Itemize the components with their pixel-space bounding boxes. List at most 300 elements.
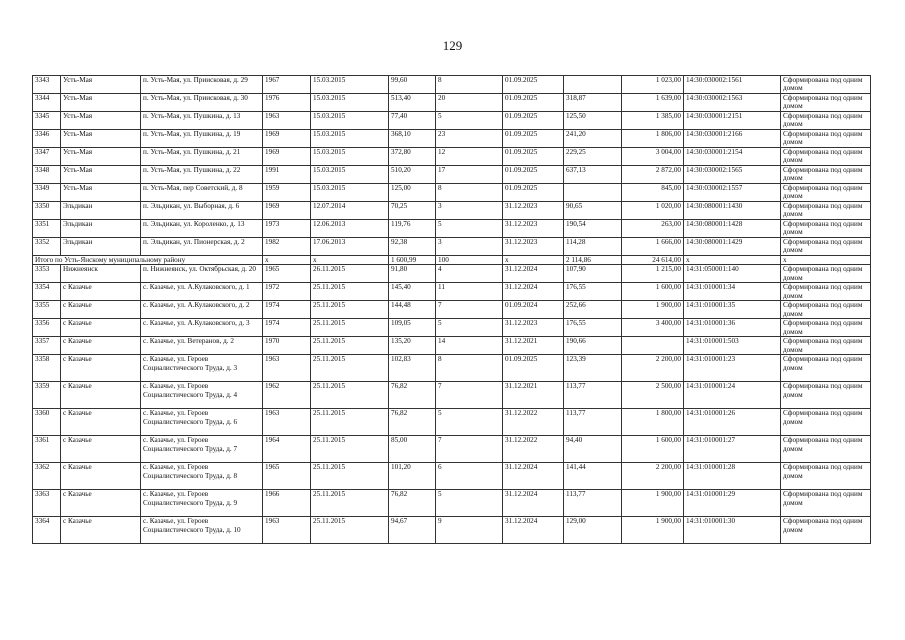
land-status-cell: Сформирована под одним домом xyxy=(781,94,871,112)
address-cell: п. Усть-Мая, ул. Пушкина, д. 22 xyxy=(141,166,263,184)
table-row xyxy=(33,517,871,544)
residents-count-cell: 9 xyxy=(436,517,503,544)
row-number-cell: 3351 xyxy=(33,220,61,238)
total-cost-cell: 2 872,00 xyxy=(622,166,684,184)
residents-count-cell: 5 xyxy=(436,490,503,517)
deadline-cell: 31.12.2024 xyxy=(503,517,564,544)
land-status-cell: Сформирована под одним домом xyxy=(781,112,871,130)
total-cost-cell: 845,00 xyxy=(622,184,684,202)
residents-count-cell: 3 xyxy=(436,202,503,220)
table-row xyxy=(33,337,871,355)
cadastral-number-cell: 14:31:010001:34 xyxy=(684,283,781,301)
year-built-cell: 1965 xyxy=(263,463,311,490)
row-number-cell: 3364 xyxy=(33,517,61,544)
table-row xyxy=(33,283,871,301)
cadastral-number-cell: 14:31:010001:28 xyxy=(684,463,781,490)
area-cell: 109,05 xyxy=(389,319,436,337)
address-cell: с. Казачье, ул. Героев Социалистического Труда, д. 9 xyxy=(141,490,263,517)
land-status-cell: Сформирована под одним домом xyxy=(781,463,871,490)
area-cell: 372,80 xyxy=(389,148,436,166)
address-cell: с. Казачье, ул. А.Кулаковского, д. 3 xyxy=(141,319,263,337)
year-built-cell: 1969 xyxy=(263,148,311,166)
total-cost-cell: 1 900,00 xyxy=(622,517,684,544)
residents-count-cell: 5 xyxy=(436,220,503,238)
cost-per-unit-cell xyxy=(564,76,622,94)
cadastral-number-cell: 14:30:030002:1561 xyxy=(684,76,781,94)
total-cost-cell: 1 600,00 xyxy=(622,436,684,463)
deadline-cell: 31.12.2024 xyxy=(503,265,564,283)
cadastral-number-cell: 14:31:010001:36 xyxy=(684,319,781,337)
inspection-date-cell: 15.03.2015 xyxy=(311,76,389,94)
residents-count-cell: 5 xyxy=(436,319,503,337)
table-row xyxy=(33,202,871,220)
row-number-cell: 3346 xyxy=(33,130,61,148)
area-cell: 99,60 xyxy=(389,76,436,94)
locality-cell: Усть-Мая xyxy=(61,130,141,148)
residents-count-cell: 5 xyxy=(436,112,503,130)
subtotal-area-cell: 1 600,99 xyxy=(389,256,436,265)
total-cost-cell: 1 900,00 xyxy=(622,301,684,319)
cost-per-unit-cell: 125,50 xyxy=(564,112,622,130)
inspection-date-cell: 25.11.2015 xyxy=(311,382,389,409)
residents-count-cell: 20 xyxy=(436,94,503,112)
locality-cell: Усть-Мая xyxy=(61,148,141,166)
table-row xyxy=(33,301,871,319)
year-built-cell: 1967 xyxy=(263,76,311,94)
total-cost-cell: 2 200,00 xyxy=(622,355,684,382)
cadastral-number-cell: 14:31:010001:26 xyxy=(684,409,781,436)
cost-per-unit-cell: 123,39 xyxy=(564,355,622,382)
inspection-date-cell: 25.11.2015 xyxy=(311,436,389,463)
residents-count-cell: 6 xyxy=(436,463,503,490)
address-cell: п. Усть-Мая, ул. Пушкина, д. 13 xyxy=(141,112,263,130)
land-status-cell: Сформирована под одним домом xyxy=(781,265,871,283)
table-row xyxy=(33,166,871,184)
total-cost-cell: 1 639,00 xyxy=(622,94,684,112)
address-cell: с. Казачье, ул. Героев Социалистического Труда, д. 10 xyxy=(141,517,263,544)
address-cell: п. Усть-Мая, ул. Пушкина, д. 19 xyxy=(141,130,263,148)
row-number-cell: 3360 xyxy=(33,409,61,436)
cadastral-number-cell: 14:30:080001:1430 xyxy=(684,202,781,220)
inspection-date-cell: 25.11.2015 xyxy=(311,283,389,301)
year-built-cell: 1969 xyxy=(263,202,311,220)
residents-count-cell: 5 xyxy=(436,409,503,436)
cadastral-number-cell: 14:30:030001:2154 xyxy=(684,148,781,166)
year-built-cell: 1964 xyxy=(263,436,311,463)
table-row xyxy=(33,184,871,202)
area-cell: 145,40 xyxy=(389,283,436,301)
deadline-cell: 31.12.2021 xyxy=(503,382,564,409)
land-status-cell: Сформирована под одним домом xyxy=(781,517,871,544)
land-status-cell: Сформирована под одним домом xyxy=(781,76,871,94)
total-cost-cell: 1 215,00 xyxy=(622,265,684,283)
address-cell: п. Усть-Мая, ул. Пушкина, д. 21 xyxy=(141,148,263,166)
locality-cell: Усть-Мая xyxy=(61,94,141,112)
table-row xyxy=(33,463,871,490)
area-cell: 510,20 xyxy=(389,166,436,184)
cost-per-unit-cell: 94,40 xyxy=(564,436,622,463)
row-number-cell: 3361 xyxy=(33,436,61,463)
deadline-cell: 01.09.2024 xyxy=(503,301,564,319)
address-cell: п. Усть-Мая, ул. Приисковая, д. 29 xyxy=(141,76,263,94)
area-cell: 101,20 xyxy=(389,463,436,490)
total-cost-cell xyxy=(622,337,684,355)
subtotal-year-cell: x xyxy=(263,256,311,265)
cadastral-number-cell: 14:30:030002:1565 xyxy=(684,166,781,184)
area-cell: 91,80 xyxy=(389,265,436,283)
cost-per-unit-cell: 229,25 xyxy=(564,148,622,166)
address-cell: п. Эльдикан, ул. Выборная, д. 6 xyxy=(141,202,263,220)
deadline-cell: 31.12.2023 xyxy=(503,202,564,220)
land-status-cell: Сформирована под одним домом xyxy=(781,130,871,148)
table-row xyxy=(33,382,871,409)
land-status-cell: Сформирована под одним домом xyxy=(781,319,871,337)
total-cost-cell: 1 900,00 xyxy=(622,490,684,517)
address-cell: с. Казачье, ул. А.Кулаковского, д. 2 xyxy=(141,301,263,319)
land-status-cell: Сформирована под одним домом xyxy=(781,283,871,301)
deadline-cell: 01.09.2025 xyxy=(503,148,564,166)
area-cell: 94,67 xyxy=(389,517,436,544)
deadline-cell: 31.12.2023 xyxy=(503,319,564,337)
inspection-date-cell: 25.11.2015 xyxy=(311,337,389,355)
address-cell: с. Казачье, ул. Героев Социалистического Труда, д. 3 xyxy=(141,355,263,382)
residents-count-cell: 3 xyxy=(436,238,503,256)
deadline-cell: 01.09.2025 xyxy=(503,112,564,130)
cadastral-number-cell: 14:31:010001:29 xyxy=(684,490,781,517)
cost-per-unit-cell: 90,65 xyxy=(564,202,622,220)
cost-per-unit-cell: 114,28 xyxy=(564,238,622,256)
subtotal-cadastral-cell: x xyxy=(684,256,781,265)
year-built-cell: 1965 xyxy=(263,265,311,283)
year-built-cell: 1969 xyxy=(263,130,311,148)
area-cell: 85,00 xyxy=(389,436,436,463)
cost-per-unit-cell: 176,55 xyxy=(564,319,622,337)
row-number-cell: 3349 xyxy=(33,184,61,202)
land-status-cell: Сформирована под одним домом xyxy=(781,220,871,238)
area-cell: 144,48 xyxy=(389,301,436,319)
address-cell: с. Казачье, ул. Героев Социалистического Труда, д. 7 xyxy=(141,436,263,463)
land-status-cell: Сформирована под одним домом xyxy=(781,301,871,319)
table-row xyxy=(33,112,871,130)
land-status-cell: Сформирована под одним домом xyxy=(781,148,871,166)
total-cost-cell: 1 806,00 xyxy=(622,130,684,148)
address-cell: с. Казачье, ул. Героев Социалистического Труда, д. 8 xyxy=(141,463,263,490)
area-cell: 119,76 xyxy=(389,220,436,238)
inspection-date-cell: 25.11.2015 xyxy=(311,319,389,337)
inspection-date-cell: 26.11.2015 xyxy=(311,265,389,283)
residents-count-cell: 8 xyxy=(436,355,503,382)
table-row xyxy=(33,436,871,463)
inspection-date-cell: 25.11.2015 xyxy=(311,463,389,490)
area-cell: 76,82 xyxy=(389,409,436,436)
locality-cell: с Казачье xyxy=(61,463,141,490)
cadastral-number-cell: 14:31:010001:24 xyxy=(684,382,781,409)
locality-cell: Усть-Мая xyxy=(61,184,141,202)
cadastral-number-cell: 14:31:010001:35 xyxy=(684,301,781,319)
deadline-cell: 31.12.2023 xyxy=(503,238,564,256)
address-cell: п. Усть-Мая, пер Советский, д. 8 xyxy=(141,184,263,202)
year-built-cell: 1970 xyxy=(263,337,311,355)
deadline-cell: 31.12.2021 xyxy=(503,337,564,355)
land-status-cell: Сформирована под одним домом xyxy=(781,382,871,409)
cadastral-number-cell: 14:31:010001:27 xyxy=(684,436,781,463)
cost-per-unit-cell: 176,55 xyxy=(564,283,622,301)
year-built-cell: 1963 xyxy=(263,355,311,382)
residents-count-cell: 17 xyxy=(436,166,503,184)
year-built-cell: 1974 xyxy=(263,319,311,337)
land-status-cell: Сформирована под одним домом xyxy=(781,184,871,202)
address-cell: п. Усть-Мая, ул. Приисковая, д. 30 xyxy=(141,94,263,112)
cost-per-unit-cell: 252,66 xyxy=(564,301,622,319)
inspection-date-cell: 15.03.2015 xyxy=(311,94,389,112)
register-table-body xyxy=(33,76,871,544)
locality-cell: с Казачье xyxy=(61,517,141,544)
subtotal-date-cell: x xyxy=(311,256,389,265)
subtotal-label: Итого по Усть-Янскому муниципальному району xyxy=(33,256,263,265)
residents-count-cell: 12 xyxy=(436,148,503,166)
locality-cell: Эльдикан xyxy=(61,220,141,238)
total-cost-cell: 1 020,00 xyxy=(622,202,684,220)
cost-per-unit-cell: 190,66 xyxy=(564,337,622,355)
cost-per-unit-cell: 141,44 xyxy=(564,463,622,490)
row-number-cell: 3347 xyxy=(33,148,61,166)
residents-count-cell: 4 xyxy=(436,265,503,283)
cost-per-unit-cell: 241,20 xyxy=(564,130,622,148)
total-cost-cell: 3 400,00 xyxy=(622,319,684,337)
land-status-cell: Сформирована под одним домом xyxy=(781,436,871,463)
cost-per-unit-cell: 129,00 xyxy=(564,517,622,544)
row-number-cell: 3363 xyxy=(33,490,61,517)
inspection-date-cell: 25.11.2015 xyxy=(311,409,389,436)
address-cell: п. Эльдикан, ул. Пионерская, д. 2 xyxy=(141,238,263,256)
register-table xyxy=(32,75,871,544)
cost-per-unit-cell: 637,13 xyxy=(564,166,622,184)
cost-per-unit-cell: 107,90 xyxy=(564,265,622,283)
deadline-cell: 01.09.2025 xyxy=(503,76,564,94)
locality-cell: с Казачье xyxy=(61,436,141,463)
year-built-cell: 1982 xyxy=(263,238,311,256)
row-number-cell: 3344 xyxy=(33,94,61,112)
locality-cell: с Казачье xyxy=(61,490,141,517)
inspection-date-cell: 12.07.2014 xyxy=(311,202,389,220)
subtotal-total-cost-cell: 24 614,00 xyxy=(622,256,684,265)
row-number-cell: 3359 xyxy=(33,382,61,409)
subtotal-row xyxy=(33,256,871,265)
deadline-cell: 31.12.2024 xyxy=(503,283,564,301)
area-cell: 125,00 xyxy=(389,184,436,202)
year-built-cell: 1962 xyxy=(263,382,311,409)
row-number-cell: 3357 xyxy=(33,337,61,355)
table-row xyxy=(33,130,871,148)
inspection-date-cell: 15.03.2015 xyxy=(311,184,389,202)
land-status-cell: Сформирована под одним домом xyxy=(781,355,871,382)
inspection-date-cell: 12.06.2013 xyxy=(311,220,389,238)
year-built-cell: 1972 xyxy=(263,283,311,301)
year-built-cell: 1976 xyxy=(263,94,311,112)
year-built-cell: 1963 xyxy=(263,517,311,544)
residents-count-cell: 7 xyxy=(436,382,503,409)
residents-count-cell: 23 xyxy=(436,130,503,148)
locality-cell: Эльдикан xyxy=(61,238,141,256)
cost-per-unit-cell: 113,77 xyxy=(564,382,622,409)
table-row xyxy=(33,76,871,94)
address-cell: с. Казачье, ул. Героев Социалистического Труда, д. 4 xyxy=(141,382,263,409)
address-cell: с. Казачье, ул. Ветеранов, д. 2 xyxy=(141,337,263,355)
cadastral-number-cell: 14:30:030002:1557 xyxy=(684,184,781,202)
address-cell: с. Казачье, ул. Героев Социалистического Труда, д. 6 xyxy=(141,409,263,436)
year-built-cell: 1963 xyxy=(263,112,311,130)
cadastral-number-cell: 14:31:010001:503 xyxy=(684,337,781,355)
cadastral-number-cell: 14:31:010001:30 xyxy=(684,517,781,544)
row-number-cell: 3358 xyxy=(33,355,61,382)
area-cell: 70,25 xyxy=(389,202,436,220)
total-cost-cell: 3 004,00 xyxy=(622,148,684,166)
residents-count-cell: 7 xyxy=(436,436,503,463)
inspection-date-cell: 15.03.2015 xyxy=(311,148,389,166)
address-cell: п. Эльдикан, ул. Короленко, д. 13 xyxy=(141,220,263,238)
locality-cell: Эльдикан xyxy=(61,202,141,220)
residents-count-cell: 8 xyxy=(436,76,503,94)
total-cost-cell: 263,00 xyxy=(622,220,684,238)
inspection-date-cell: 15.03.2015 xyxy=(311,112,389,130)
subtotal-residents-cell: 100 xyxy=(436,256,503,265)
cost-per-unit-cell: 318,87 xyxy=(564,94,622,112)
area-cell: 77,40 xyxy=(389,112,436,130)
cadastral-number-cell: 14:30:030001:2166 xyxy=(684,130,781,148)
deadline-cell: 01.09.2025 xyxy=(503,166,564,184)
table-row xyxy=(33,94,871,112)
subtotal-status-cell: x xyxy=(781,256,871,265)
locality-cell: с Казачье xyxy=(61,283,141,301)
table-row xyxy=(33,148,871,166)
inspection-date-cell: 25.11.2015 xyxy=(311,490,389,517)
area-cell: 76,82 xyxy=(389,490,436,517)
area-cell: 135,20 xyxy=(389,337,436,355)
subtotal-cost-per-unit-cell: 2 114,86 xyxy=(564,256,622,265)
deadline-cell: 01.09.2025 xyxy=(503,94,564,112)
cadastral-number-cell: 14:31:050001:140 xyxy=(684,265,781,283)
cost-per-unit-cell: 190,54 xyxy=(564,220,622,238)
row-number-cell: 3343 xyxy=(33,76,61,94)
inspection-date-cell: 15.03.2015 xyxy=(311,130,389,148)
deadline-cell: 31.12.2024 xyxy=(503,463,564,490)
table-row xyxy=(33,238,871,256)
area-cell: 102,83 xyxy=(389,355,436,382)
subtotal-deadline-cell: x xyxy=(503,256,564,265)
inspection-date-cell: 25.11.2015 xyxy=(311,301,389,319)
land-status-cell: Сформирована под одним домом xyxy=(781,490,871,517)
locality-cell: с Казачье xyxy=(61,409,141,436)
locality-cell: Усть-Мая xyxy=(61,112,141,130)
year-built-cell: 1963 xyxy=(263,409,311,436)
row-number-cell: 3356 xyxy=(33,319,61,337)
table-row xyxy=(33,265,871,283)
cadastral-number-cell: 14:30:080001:1429 xyxy=(684,238,781,256)
inspection-date-cell: 17.06.2013 xyxy=(311,238,389,256)
area-cell: 76,82 xyxy=(389,382,436,409)
locality-cell: Нижнеянск xyxy=(61,265,141,283)
row-number-cell: 3354 xyxy=(33,283,61,301)
land-status-cell: Сформирована под одним домом xyxy=(781,238,871,256)
year-built-cell: 1959 xyxy=(263,184,311,202)
area-cell: 513,40 xyxy=(389,94,436,112)
deadline-cell: 01.09.2025 xyxy=(503,184,564,202)
deadline-cell: 31.12.2023 xyxy=(503,220,564,238)
deadline-cell: 01.09.2025 xyxy=(503,130,564,148)
total-cost-cell: 1 600,00 xyxy=(622,283,684,301)
land-status-cell: Сформирована под одним домом xyxy=(781,166,871,184)
residents-count-cell: 8 xyxy=(436,184,503,202)
address-cell: с. Казачье, ул. А.Кулаковского, д. 1 xyxy=(141,283,263,301)
table-row xyxy=(33,409,871,436)
land-status-cell: Сформирована под одним домом xyxy=(781,202,871,220)
cadastral-number-cell: 14:30:030002:1563 xyxy=(684,94,781,112)
deadline-cell: 31.12.2022 xyxy=(503,436,564,463)
locality-cell: с Казачье xyxy=(61,337,141,355)
residents-count-cell: 14 xyxy=(436,337,503,355)
locality-cell: с Казачье xyxy=(61,301,141,319)
table-row xyxy=(33,319,871,337)
area-cell: 92,38 xyxy=(389,238,436,256)
cost-per-unit-cell: 113,77 xyxy=(564,490,622,517)
cost-per-unit-cell xyxy=(564,184,622,202)
deadline-cell: 01.09.2025 xyxy=(503,355,564,382)
row-number-cell: 3345 xyxy=(33,112,61,130)
cadastral-number-cell: 14:30:080001:1428 xyxy=(684,220,781,238)
inspection-date-cell: 15.03.2015 xyxy=(311,166,389,184)
total-cost-cell: 2 200,00 xyxy=(622,463,684,490)
deadline-cell: 31.12.2022 xyxy=(503,409,564,436)
locality-cell: с Казачье xyxy=(61,382,141,409)
locality-cell: Усть-Мая xyxy=(61,76,141,94)
land-status-cell: Сформирована под одним домом xyxy=(781,337,871,355)
row-number-cell: 3352 xyxy=(33,238,61,256)
table-row xyxy=(33,355,871,382)
cadastral-number-cell: 14:31:010001:23 xyxy=(684,355,781,382)
row-number-cell: 3355 xyxy=(33,301,61,319)
page-number: 129 xyxy=(442,38,463,53)
total-cost-cell: 1 385,00 xyxy=(622,112,684,130)
row-number-cell: 3350 xyxy=(33,202,61,220)
address-cell: п. Нижнеянск, ул. Октябрьская, д. 20 xyxy=(141,265,263,283)
residents-count-cell: 11 xyxy=(436,283,503,301)
land-status-cell: Сформирована под одним домом xyxy=(781,409,871,436)
total-cost-cell: 1 023,00 xyxy=(622,76,684,94)
row-number-cell: 3353 xyxy=(33,265,61,283)
cost-per-unit-cell: 113,77 xyxy=(564,409,622,436)
total-cost-cell: 2 500,00 xyxy=(622,382,684,409)
row-number-cell: 3362 xyxy=(33,463,61,490)
deadline-cell: 31.12.2024 xyxy=(503,490,564,517)
locality-cell: с Казачье xyxy=(61,319,141,337)
row-number-cell: 3348 xyxy=(33,166,61,184)
residents-count-cell: 7 xyxy=(436,301,503,319)
table-row xyxy=(33,220,871,238)
year-built-cell: 1973 xyxy=(263,220,311,238)
locality-cell: с Казачье xyxy=(61,355,141,382)
table-row xyxy=(33,490,871,517)
area-cell: 368,10 xyxy=(389,130,436,148)
year-built-cell: 1974 xyxy=(263,301,311,319)
locality-cell: Усть-Мая xyxy=(61,166,141,184)
year-built-cell: 1966 xyxy=(263,490,311,517)
year-built-cell: 1991 xyxy=(263,166,311,184)
total-cost-cell: 1 800,00 xyxy=(622,409,684,436)
inspection-date-cell: 25.11.2015 xyxy=(311,355,389,382)
cadastral-number-cell: 14:30:030001:2151 xyxy=(684,112,781,130)
total-cost-cell: 1 666,00 xyxy=(622,238,684,256)
inspection-date-cell: 25.11.2015 xyxy=(311,517,389,544)
